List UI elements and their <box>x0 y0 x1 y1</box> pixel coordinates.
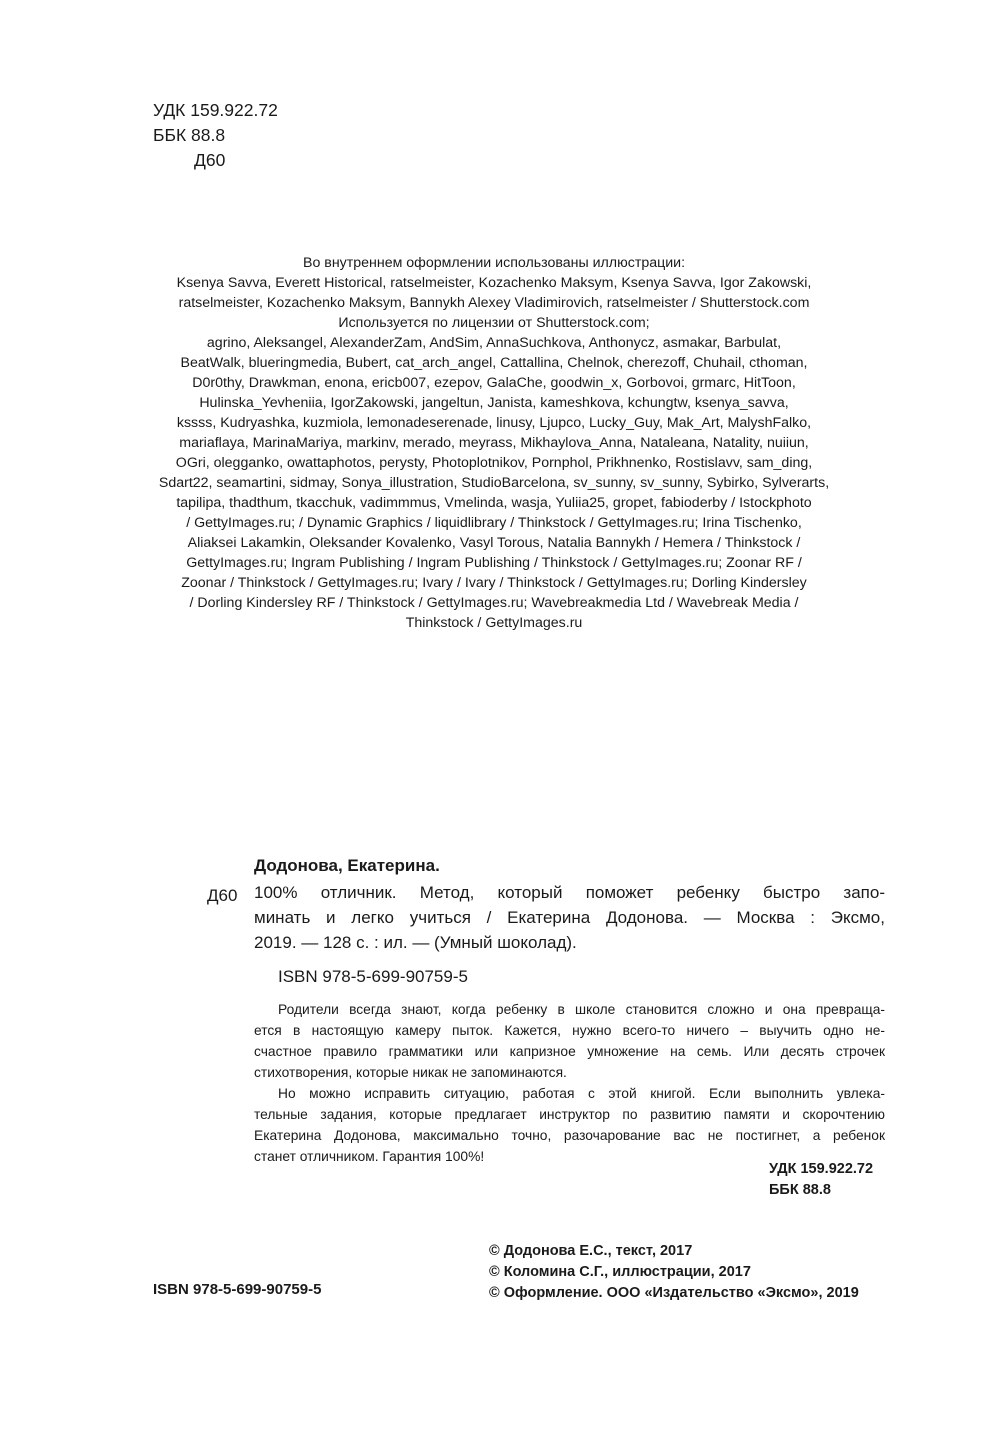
top-classification <box>153 98 278 173</box>
credits-line: Zoonar / Thinkstock / GettyImages.ru; Ivary / Ivary / Thinkstock / GettyImages.ru; Dorling Kindersley <box>181 575 807 591</box>
copyright-line: © Оформление. ООО «Издательство «Эксмо», 2019 <box>489 1285 859 1301</box>
credits-line: OGri, olegganko, owattaphotos, perysty, Photoplotnikov, Pornphol, Prikhnenko, Rostislavv, sam_ding, <box>175 455 813 471</box>
bbk-code: ББК 88.8 <box>153 125 226 145</box>
credits-line: / Dorling Kindersley RF / Thinkstock / GettyImages.ru; Wavebreakmedia Ltd / Wavebreak Media / <box>189 595 799 611</box>
abstract-line: Екатерина Додонова, максимально точно, разочарование вас не постигнет, а ребенок <box>254 1128 885 1143</box>
abstract-line: тельные задания, которые предлагает инструктор по развитию памяти и скорочтению <box>254 1107 885 1122</box>
bib-line: 2019. — 128 с. : ил. — (Умный шоколад). <box>254 933 577 952</box>
abstract-line: станет отличником. Гарантия 100%! <box>254 1149 485 1164</box>
credits-line: Hulinska_Yevheniia, IgorZakowski, jangeltun, Janista, kameshkova, kchungtw, ksenya_savva, <box>199 395 789 411</box>
credits-line: Sdart22, seamartini, sidmay, Sonya_illustration, StudioBarcelona, sv_sunny, sv_sunny, Sybirko, Sylverarts, <box>158 475 830 491</box>
copyright-line: © Коломина С.Г., иллюстрации, 2017 <box>489 1264 751 1280</box>
bbk-code-bold: ББК 88.8 <box>769 1182 831 1198</box>
credits-line: Aliaksei Lakamkin, Oleksander Kovalenko, Vasyl Torous, Natalia Bannykh / Hemera / Thinkstock / <box>187 535 801 551</box>
credits-line: tapilipa, thadthum, tkacchuk, vadimmmus, Vmelinda, wasja, Yuliia25, gropet, fabioderby / Istockphoto <box>176 495 812 511</box>
author-sign: Д60 <box>194 150 226 170</box>
isbn-bottom: ISBN 978-5-699-90759-5 <box>153 1281 322 1298</box>
credits-line: D0r0thy, Drawkman, enona, ericb007, ezepov, GalaChe, goodwin_x, Gorbovoi, grmarc, HitToon, <box>192 375 796 391</box>
credits-line: GettyImages.ru; Ingram Publishing / Ingram Publishing / Thinkstock / GettyImages.ru; Zoonar RF / <box>186 555 802 571</box>
udk-code-bold: УДК 159.922.72 <box>769 1161 874 1177</box>
bib-line: минать и легко учиться / Екатерина Додонова. — Москва : Эксмо, <box>254 908 885 927</box>
abstract-line: Родители всегда знают, когда ребенку в школе становится сложно и она превраща- <box>278 1002 885 1017</box>
credits-line: mariaflaya, MarinaMariya, markinv, merado, meyrass, Mikhaylova_Anna, Nataleana, Natality, nuiiun, <box>179 435 809 451</box>
credits-line: Используется по лицензии от Shutterstock.com; <box>338 315 650 331</box>
credits-line: ratselmeister, Kozachenko Maksym, Bannykh Alexey Vladimirovich, ratselmeister / Shutterstock.com <box>178 295 810 311</box>
credits-line: BeatWalk, blueringmedia, Bubert, cat_arch_angel, Cattallina, Chelnok, cherezoff, Chuhail, cthoman, <box>180 355 808 371</box>
abstract-line: счастное правило грамматики или капризное умножение на семь. Или десять строчек <box>254 1044 885 1059</box>
credits-line: agrino, Aleksangel, AlexanderZam, AndSim, AnnaSuchkova, Anthonycz, asmakar, Barbulat, <box>206 335 782 351</box>
credits-line: / GettyImages.ru; / Dynamic Graphics / liquidlibrary / Thinkstock / GettyImages.ru; Irina Tischenko, <box>186 515 802 531</box>
abstract-line: ется в настоящую камеру пыток. Кажется, нужно всего-то ничего – выучить одно не- <box>254 1023 885 1038</box>
copyright-line: © Додонова Е.С., текст, 2017 <box>489 1243 693 1259</box>
classification-codes <box>769 1159 873 1201</box>
bib-description <box>254 880 885 955</box>
bib-author-sign: Д60 <box>207 886 238 905</box>
credits-line: Во внутреннем оформлении использованы иллюстрации: <box>302 255 686 271</box>
abstract-line: Но можно исправить ситуацию, работая с этой книгой. Если выполнить увлека- <box>278 1086 885 1101</box>
abstract <box>254 999 885 1167</box>
credits-line: Ksenya Savva, Everett Historical, ratselmeister, Kozachenko Maksym, Ksenya Savva, Igor Zakowski, <box>176 275 812 291</box>
abstract-line: стихотворения, которые никак не запоминаются. <box>254 1065 567 1080</box>
bib-author: Додонова, Екатерина. <box>254 856 440 875</box>
credits-line: kssss, Kudryashka, kuzmiola, lemonadeserenade, linusy, Ljupco, Lucky_Guy, Mak_Art, MalyshFalko, <box>176 415 812 431</box>
bib-line: 100% отличник. Метод, который поможет ребенку быстро запо- <box>254 883 885 902</box>
udk-code: УДК 159.922.72 <box>153 100 278 120</box>
credits-line: Thinkstock / GettyImages.ru <box>405 615 583 631</box>
illustration-credits <box>140 253 848 633</box>
bib-isbn: ISBN 978-5-699-90759-5 <box>278 967 468 986</box>
copyright-block <box>489 1241 859 1304</box>
